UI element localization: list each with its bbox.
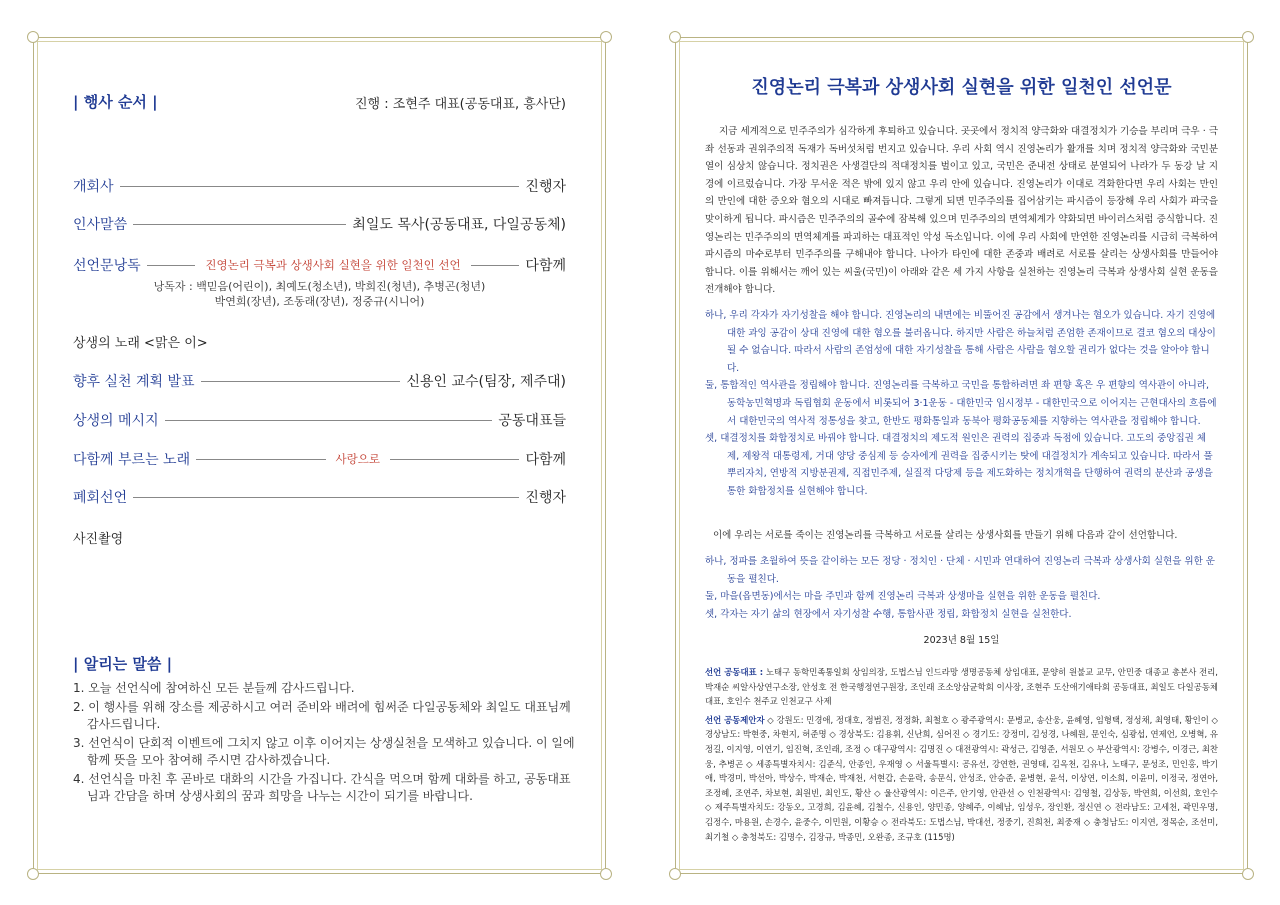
- item-performer: 공동대표들: [498, 413, 566, 429]
- points-list: [705, 307, 1218, 501]
- intro-paragraph: 지금 세계적으로 민주주의가 심각하게 후퇴하고 있습니다. 곳곳에서 정치적 양극화와 대결정치가 기승을 부리며 극우 · 극좌 선동과 권위주의적 독재가 독버섯처럼 번지고 있습니다. 우리 사회 역시 진영논리가 활개를 치며 정치적 양극화와 국민분열이 심상치 않습니다. 정치권은 사생결단의 적대정치를 벌이고 있고, 국민은 준내전 상태로 분열되어 나라가 두 동강 날 지경에 이르렀습니다. 가장 무서운 적은 밖에 있지 않고 우리 안에 있습니다. 진영논리가 이대로 격화한다면 우리 사회는 만인의 만인에 대한 증오와 혐오의 시대로 빠져듭니다. 그렇게 되면 민주주의를 집어삼키는 파시즘이 등장해 우리 사회가 파국을 맞이하게 됩니다. 파시즘은 민주주의의 골수에 잠복해 있으며 민주주의의 면역체계가 약화되면 바이러스처럼 증식합니다. 진영논리는 민주주의의 면역체계를 파괴하는 대표적인 악성 독소입니다. 이에 우리 사회에 만연한 진영논리를 시급히 극복하여 파시즘의 마수로부터 민주주의를 구해내야 합니다. 나아가 타인에 대한 존중과 배려로 서로를 살리는 상생사회를 만들어야 합니다. 이를 위해서는 깨어 있는 씨울(국민)이 아래와 같은 세 가지 사항을 실천하는 진영논리 극복과 상생사회 실현 운동을 전개해야 합니다.: [705, 126, 1218, 296]
- corner-ornament: [600, 31, 612, 43]
- corner-ornament: [27, 868, 39, 880]
- program-item: [73, 486, 566, 508]
- program-row-wrap: [73, 213, 566, 235]
- item-performer: 신용인 교수(팀장, 제주대): [406, 374, 566, 390]
- declaration-item: 셋, 각자는 자기 삶의 현장에서 자기성찰 수행, 통합사관 정립, 화합정치 실현을 실천한다.: [705, 608, 1072, 620]
- program-item: [73, 409, 566, 431]
- leader-line: [196, 459, 325, 460]
- program-row-wrap: [73, 486, 566, 508]
- song-line: 상생의 노래 <맑은 이>: [73, 336, 208, 351]
- readers-line: 박연희(장년), 조동래(장년), 정중규(시니어): [214, 295, 425, 308]
- leader-line: [165, 420, 493, 421]
- corner-ornament: [1242, 31, 1254, 43]
- leader-line: [133, 497, 519, 498]
- corner-ornament: [669, 31, 681, 43]
- declaration-item: 하나, 정파를 초월하여 뜻을 같이하는 모든 정당 · 정치인 · 단체 · 시민과 연대하여 진영논리 극복과 상생사회 실현을 위한 운동을 펼친다.: [705, 556, 1215, 585]
- program-item: [73, 254, 566, 276]
- item-performer: 다함께: [525, 258, 566, 274]
- notice-list: [73, 680, 576, 807]
- notice-item: 4. 선언식을 마친 후 곧바로 대화의 시간을 가집니다. 간식을 먹으며 함께 대화를 하고, 공동대표님과 간담을 하며 상생사회의 꿈과 희망을 나누는 시간이 되기를 바랍니다.: [73, 772, 571, 803]
- notice-title: | 알리는 말씀 |: [73, 655, 173, 673]
- leader-line: [390, 459, 519, 460]
- item-detail: 진영논리 극복과 상생사회 실현을 위한 일천인 선언: [205, 258, 461, 272]
- program-row-wrap: [73, 370, 566, 392]
- leader-line: [133, 224, 346, 225]
- program-title: | 행사 순서 |: [73, 93, 158, 111]
- notice-item: 2. 이 행사를 위해 장소를 제공하시고 여러 준비와 배려에 힘써준 다일공동체와 최일도 대표님께 감사드립니다.: [73, 700, 571, 731]
- program-row-wrap: [73, 409, 566, 431]
- signers-block: [705, 665, 1218, 844]
- corner-ornament: [27, 31, 39, 43]
- declaration-date: 2023년 8월 15일: [923, 635, 1000, 646]
- item-label: 다함께 부르는 노래: [73, 452, 191, 468]
- item-performer: 진행자: [525, 179, 566, 195]
- leader-line: [147, 265, 196, 266]
- item-label: 인사말씀: [73, 217, 128, 233]
- item-label: 개회사: [73, 179, 114, 195]
- point-item: 둘, 통합적인 역사관을 정립해야 합니다. 진영논리를 극복하고 국민을 통합하려면 좌 편향 혹은 우 편향의 역사관이 아니라, 동학농민혁명과 독립협회 운동에서 비롯되어 3·1운동 - 대한민국 임시정부 - 대한민국으로 이어지는 근현대사의 흐름에서 대한민국의 역사적 정통성을 찾고, 한반도 평화통일과 동북아 평화공동체를 지향하는 역사관을 정립해야 합니다.: [705, 380, 1217, 427]
- leader-line: [201, 381, 401, 382]
- program-item: [73, 213, 566, 235]
- proposers-tag: 선언 공동제안자: [705, 714, 765, 725]
- program-list: [73, 175, 566, 197]
- item-label: 상생의 메시지: [73, 413, 159, 429]
- item-detail: 사랑으로: [335, 452, 380, 466]
- declaration-page: [675, 37, 1248, 874]
- proposers-list: ◇ 강원도: 민경애, 정대호, 정범진, 정정화, 최철호 ◇ 광주광역시: 문병교, 송산웅, 윤혜영, 임형택, 정성채, 최영태, 황인이 ◇ 경상남도: 박현중, 차현지, 허준명 ◇ 경상북도: 김용휘, 신난희, 심어진 ◇ 경기도: 강정미, 김성경, 나혜원, 문인숙, 심광섭, 연제언, 오병혁, 유정길, 이지영, 이연기, 임진혁, 조인래, 조정 ◇ 대구광역시: 김명진 ◇ 대전광역시: 곽성근, 김영준, 서원모 ◇ 부산광역시: 강병수, 이경근, 최찬웅, 추병곤 ◇ 세종특별자치시: 김준식, 안종인, 우재영 ◇ 서울특별시: 공유선, 강연한, 권영태, 김옥천, 김유나, 노태구, 문성조, 민인홍, 박기애, 박경미, 박선아, 박상수, 박재순, 박재천, 서현갑, 손윤락, 송문식, 안성조, 안승준, 윤병현, 윤석, 이상연, 이소희, 이윤미, 이정국, 정연아, 조정혜, 조연주, 차보현, 최원빈, 최인도, 황산 ◇ 울산광역시: 이은주, 안기영, 안관선 ◇ 인천광역시: 김영철, 김상동, 박연희, 이선희, 호인수 ◇ 제주특별자치도: 강동오, 고경희, 김윤혜, 김철수, 신용인, 양민종, 양혜주, 이혜남, 임성우, 장인환, 정신연 ◇ 전라남도: 고세천, 곽민우명, 김정수, 마용원, 손경수, 윤중수, 이민원, 이황승 ◇ 전라북도: 도법스님, 박대선, 정중기, 진희천, 최중재 ◇ 충청남도: 이지연, 정목순, 조선미, 최기철 ◇ 충청북도: 김명수, 김장규, 박종민, 오완종, 조규호 (115명): [705, 714, 1218, 842]
- item-performer: 진행자: [525, 490, 566, 506]
- declaration-item: 둘, 마을(읍면동)에서는 마을 주민과 함께 진영논리 극복과 상생마을 실현을 위한 운동을 펼친다.: [705, 591, 1101, 603]
- readers-line: 낭독자 : 백믿음(어린이), 최예도(청소년), 박희진(청년), 추병곤(청년): [153, 280, 486, 293]
- corner-ornament: [600, 868, 612, 880]
- program-row-wrap: [73, 254, 566, 309]
- notice-item: 1. 오늘 선언식에 참여하신 모든 분들께 감사드립니다.: [73, 681, 355, 695]
- photo-line: 사진촬영: [73, 532, 124, 547]
- item-label: 향후 실천 계획 발표: [73, 374, 195, 390]
- item-performer: 최일도 목사(공동대표, 다일공동체): [352, 217, 566, 233]
- corner-ornament: [669, 868, 681, 880]
- representatives: [705, 665, 1218, 709]
- program-item: [73, 448, 566, 470]
- notice-item: 3. 선언식이 단회적 이벤트에 그치지 않고 이후 이어지는 상생실천을 모색하고 있습니다. 이 일에 함께 뜻을 모아 참여해 주시면 감사하겠습니다.: [73, 736, 575, 767]
- item-label: 선언문낭독: [73, 258, 141, 274]
- point-item: 하나, 우리 각자가 자기성찰을 해야 합니다. 진영논리의 내면에는 비뚤어진 공감에서 생겨나는 혐오가 있습니다. 자기 진영에 대한 과잉 공감이 상대 진영에 대한 혐오를 불러옵니다. 하지만 사람은 하늘처럼 존엄한 존재이므로 결코 혐오의 대상이 될 수 없습니다. 따라서 사람의 존엄성에 대한 자기성찰을 통해 사람은 사람을 혐오할 권리가 없다는 것을 알아야 합니다.: [705, 310, 1216, 374]
- program-row-wrap: [73, 448, 566, 470]
- declarations-list: [705, 553, 1218, 623]
- proposers: [705, 713, 1218, 844]
- program-item: [73, 175, 566, 197]
- host-info: 진행 : 조현주 대표(공동대표, 흥사단): [355, 97, 566, 112]
- leader-line: [471, 265, 520, 266]
- point-item: 셋, 대결정치를 화합정치로 바꿔야 합니다. 대결정치의 제도적 원인은 권력의 집중과 독점에 있습니다. 고도의 중앙집권 체제, 제왕적 대통령제, 거대 양당 중심제 등 승자에게 권력을 집중시키는 탓에 대결정치가 계속되고 있습니다. 따라서 풀뿌리자치, 연방적 지방분권제, 직접민주제, 실질적 다당제 등을 제도화하는 정치개혁을 단행하여 권력의 분산과 공생을 통한 화합정치를 실현해야 합니다.: [705, 433, 1213, 497]
- item-performer: 다함께: [525, 452, 567, 468]
- reps-tag: 선언 공동대표 :: [705, 667, 764, 677]
- corner-ornament: [1242, 868, 1254, 880]
- program-page: [33, 37, 606, 874]
- declaration-title: 진영논리 극복과 상생사회 실현을 위한 일천인 선언문: [751, 77, 1172, 98]
- program-item: [73, 370, 566, 392]
- item-label: 폐회선언: [73, 490, 128, 506]
- reps-list: 노태구 동학민족통일회 상임의장, 도법스님 인드라망 생명공동체 상임대표, 문양히 원불교 교무, 안민중 대종교 총본사 전리, 박재순 씨알사상연구소장, 안성호 전 한국행정연구원장, 조인래 조소앙삼균학회 이사장, 조현주 도산애기애타회 공동대표, 최일도 다일공동체 대표, 호인수 천주교 인천교구 사제: [705, 667, 1218, 707]
- leader-line: [120, 186, 520, 187]
- declaration-lead: 이에 우리는 서로를 죽이는 진영논리를 극복하고 서로를 살리는 상생사회를 만들기 위해 다음과 같이 선언합니다.: [713, 530, 1178, 541]
